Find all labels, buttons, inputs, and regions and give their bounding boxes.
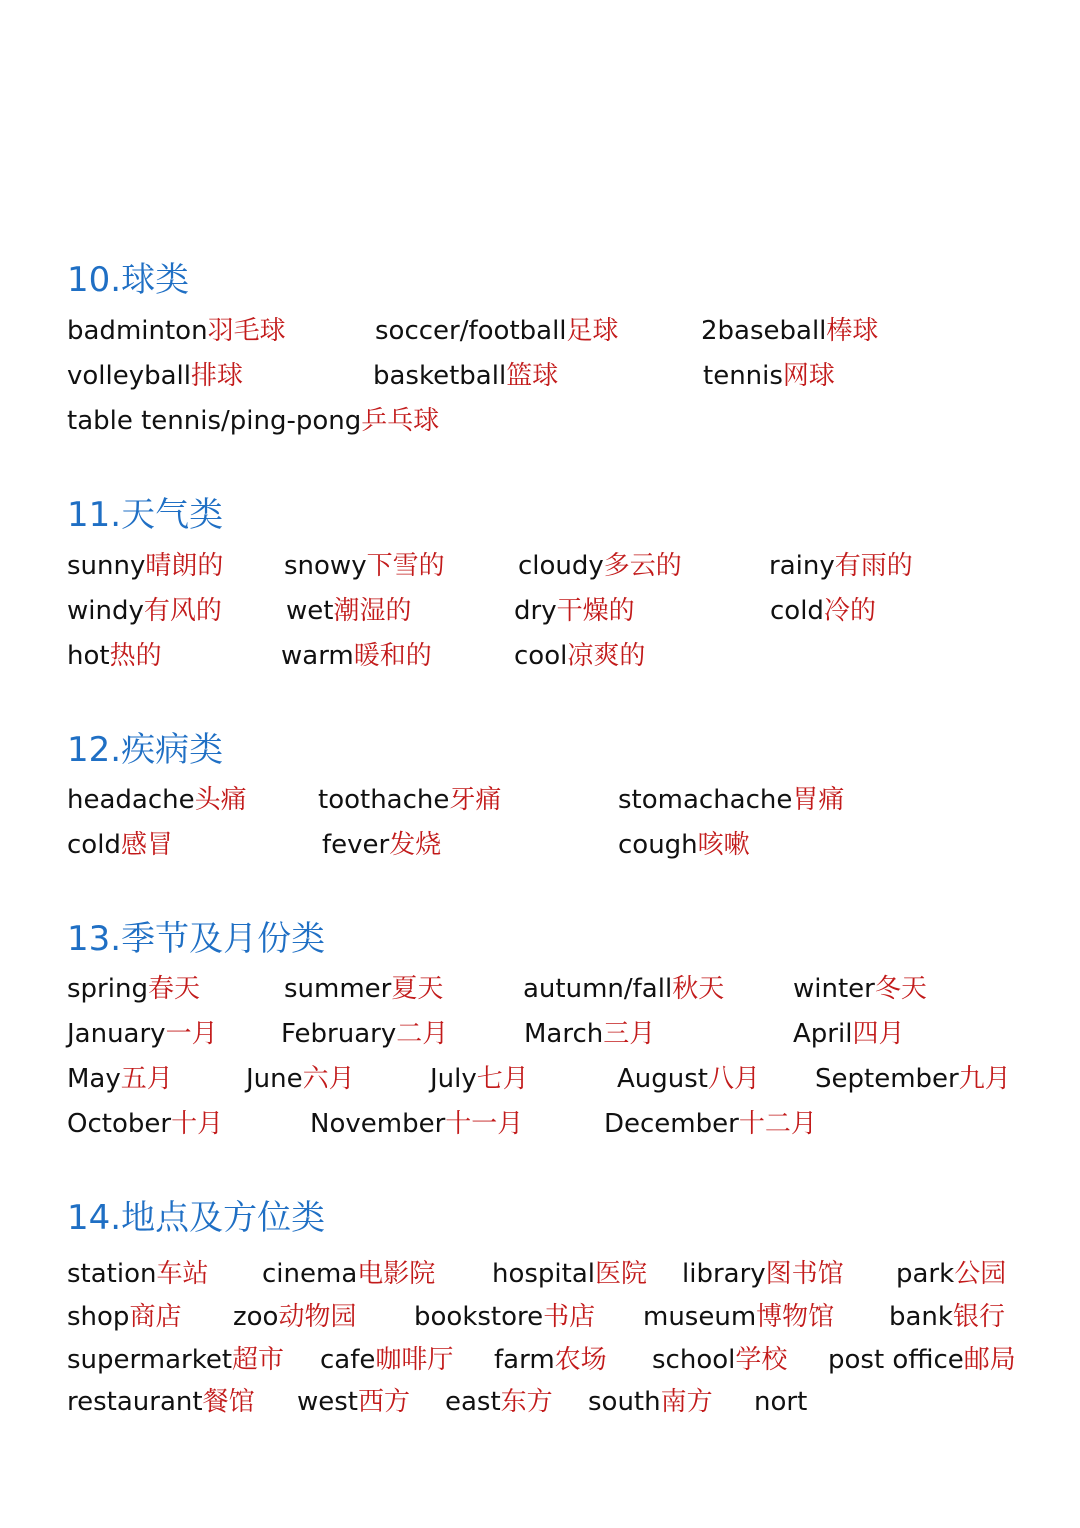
chinese-meaning: 下雪的 [366,551,445,581]
english-word: July [430,1064,477,1094]
english-word: farm [494,1345,555,1375]
english-word: summer [284,974,392,1004]
vocab-item-july [430,1059,529,1099]
chinese-meaning: 公园 [954,1259,1007,1289]
vocab-row [0,1014,1080,1054]
chinese-meaning: 七月 [476,1064,529,1094]
vocab-row [0,636,1080,676]
vocab-item-windy [67,591,222,631]
vocab-item-cafe [320,1340,453,1380]
vocab-item-april [793,1014,904,1054]
chinese-meaning: 篮球 [506,361,559,391]
vocab-item-basketball [373,356,558,396]
vocab-item-volleyball [67,356,243,396]
english-word: fever [322,830,390,860]
section-heading: 12.疾病类 [67,730,224,770]
english-word: June [246,1064,303,1094]
english-word: January [67,1019,166,1049]
vocab-item-december [604,1104,817,1144]
english-word: soccer/football [375,316,567,346]
english-word: zoo [233,1302,279,1332]
english-word: cloudy [518,551,604,581]
vocab-item-bank [889,1297,1005,1337]
chinese-meaning: 西方 [358,1387,411,1417]
english-word: west [297,1387,359,1417]
chinese-meaning: 多云的 [603,551,682,581]
vocab-row [0,780,1080,820]
english-word: basketball [373,361,507,391]
chinese-meaning: 热的 [109,641,162,671]
vocab-item-snowy [284,546,445,586]
chinese-meaning: 暖和的 [353,641,432,671]
vocab-item-restaurant [67,1382,255,1422]
english-word: snowy [284,551,367,581]
vocab-item-summer [284,969,443,1009]
vocab-item-august [617,1059,760,1099]
vocab-item-station [67,1254,209,1294]
vocab-row [0,356,1080,396]
vocab-item-cold [67,825,173,865]
chinese-meaning: 六月 [302,1064,355,1094]
vocab-item-stomachache [618,780,844,820]
chinese-meaning: 咳嗽 [697,830,750,860]
vocab-item-west [297,1382,410,1422]
chinese-meaning: 干燥的 [556,596,635,626]
vocab-item-september [815,1059,1011,1099]
vocab-item-autumn-fall [523,969,724,1009]
english-word: badminton [67,316,208,346]
vocab-item-november [310,1104,523,1144]
chinese-meaning: 学校 [735,1345,788,1375]
vocab-item-badminton [67,311,286,351]
english-word: September [815,1064,959,1094]
english-word: east [445,1387,501,1417]
english-word: autumn/fall [523,974,673,1004]
vocab-item-shop [67,1297,181,1337]
english-word: November [310,1109,446,1139]
chinese-meaning: 发烧 [389,830,442,860]
vocab-row [0,1059,1080,1099]
english-word: winter [793,974,875,1004]
chinese-meaning: 十二月 [738,1109,817,1139]
chinese-meaning: 十一月 [445,1109,524,1139]
vocab-item-hot [67,636,162,676]
vocab-row [0,401,1080,441]
english-word: sunny [67,551,146,581]
english-word: 2baseball [701,316,827,346]
vocab-item-east [445,1382,553,1422]
chinese-meaning: 书店 [543,1302,596,1332]
chinese-meaning: 南方 [660,1387,713,1417]
chinese-meaning: 超市 [232,1345,285,1375]
english-word: cinema [262,1259,358,1289]
vocab-item-hospital [492,1254,647,1294]
english-word: headache [67,785,195,815]
vocab-row [0,825,1080,865]
vocab-item-cold [770,591,876,631]
vocab-row [0,546,1080,586]
vocab-item-tennis [703,356,835,396]
chinese-meaning: 餐馆 [202,1387,255,1417]
vocab-item-bookstore [414,1297,595,1337]
english-word: May [67,1064,121,1094]
chinese-meaning: 乒乓球 [361,406,440,436]
chinese-meaning: 东方 [500,1387,553,1417]
vocab-row [0,591,1080,631]
chinese-meaning: 棒球 [826,316,879,346]
vocab-item-park [896,1254,1006,1294]
english-word: December [604,1109,739,1139]
english-word: cold [67,830,121,860]
english-word: wet [286,596,334,626]
chinese-meaning: 一月 [165,1019,218,1049]
section-heading: 11.天气类 [67,495,224,535]
chinese-meaning: 五月 [120,1064,173,1094]
english-word: park [896,1259,955,1289]
chinese-meaning: 感冒 [120,830,173,860]
chinese-meaning: 有雨的 [834,551,913,581]
vocab-item-cough [618,825,750,865]
vocab-item-headache [67,780,247,820]
english-word: bookstore [414,1302,544,1332]
english-word: March [524,1019,604,1049]
section-heading: 10.球类 [67,260,190,300]
chinese-meaning: 头痛 [194,785,247,815]
vocab-item-march [524,1014,655,1054]
vocab-item-zoo [233,1297,356,1337]
chinese-meaning: 三月 [603,1019,656,1049]
chinese-meaning: 商店 [129,1302,182,1332]
chinese-meaning: 图书馆 [765,1259,844,1289]
chinese-meaning: 银行 [952,1302,1005,1332]
chinese-meaning: 羽毛球 [207,316,286,346]
english-word: October [67,1109,172,1139]
vocab-item-supermarket [67,1340,284,1380]
vocab-item-school [652,1340,787,1380]
chinese-meaning: 足球 [566,316,619,346]
chinese-meaning: 冷的 [823,596,876,626]
chinese-meaning: 农场 [554,1345,607,1375]
vocab-item-cloudy [518,546,682,586]
english-word: February [281,1019,397,1049]
vocab-item-museum [643,1297,834,1337]
english-word: south [588,1387,661,1417]
english-word: restaurant [67,1387,203,1417]
chinese-meaning: 夏天 [391,974,444,1004]
english-word: shop [67,1302,130,1332]
english-word: toothache [318,785,450,815]
english-word: station [67,1259,157,1289]
vocab-item-june [246,1059,355,1099]
chinese-meaning: 十月 [171,1109,224,1139]
chinese-meaning: 博物馆 [756,1302,835,1332]
vocab-item-winter [793,969,927,1009]
chinese-meaning: 凉爽的 [567,641,646,671]
chinese-meaning: 二月 [396,1019,449,1049]
vocab-row [0,1340,1080,1380]
vocab-item-warm [281,636,432,676]
vocab-item-dry [514,591,635,631]
chinese-meaning: 八月 [708,1064,761,1094]
vocab-item-farm [494,1340,607,1380]
vocab-item-soccer-football [375,311,619,351]
chinese-meaning: 春天 [147,974,200,1004]
vocab-item-cool [514,636,645,676]
vocab-row [0,1297,1080,1337]
english-word: hospital [492,1259,596,1289]
section-heading: 13.季节及月份类 [67,919,326,959]
english-word: dry [514,596,557,626]
chinese-meaning: 秋天 [672,974,725,1004]
vocab-item-fever [322,825,441,865]
vocab-row [0,1382,1080,1422]
english-word: stomachache [618,785,793,815]
chinese-meaning: 网球 [782,361,835,391]
vocab-row [0,969,1080,1009]
vocab-item-nort [754,1382,807,1422]
english-word: April [793,1019,853,1049]
chinese-meaning: 牙痛 [449,785,502,815]
english-word: tennis [703,361,783,391]
chinese-meaning: 动物园 [278,1302,357,1332]
vocab-row [0,311,1080,351]
english-word: bank [889,1302,953,1332]
vocab-item-january [67,1014,218,1054]
english-word: warm [281,641,354,671]
english-word: volleyball [67,361,192,391]
vocab-row [0,1254,1080,1294]
chinese-meaning: 四月 [852,1019,905,1049]
vocab-item-february [281,1014,448,1054]
english-word: spring [67,974,148,1004]
chinese-meaning: 咖啡厅 [375,1345,454,1375]
chinese-meaning: 邮局 [963,1345,1016,1375]
english-word: post office [828,1345,964,1375]
english-word: windy [67,596,144,626]
english-word: August [617,1064,708,1094]
vocab-item-spring [67,969,200,1009]
vocab-item-south [588,1382,713,1422]
vocab-item-cinema [262,1254,435,1294]
chinese-meaning: 九月 [958,1064,1011,1094]
vocab-row [0,1104,1080,1144]
section-heading: 14.地点及方位类 [67,1198,326,1238]
vocab-item-may [67,1059,173,1099]
vocab-item-sunny [67,546,223,586]
english-word: cafe [320,1345,376,1375]
english-word: cool [514,641,568,671]
english-word: nort [754,1387,808,1417]
vocab-item-table-tennis-ping-pong [67,401,439,441]
vocab-item-rainy [769,546,913,586]
english-word: museum [643,1302,757,1332]
chinese-meaning: 车站 [156,1259,209,1289]
vocab-item-library [682,1254,844,1294]
chinese-meaning: 晴朗的 [145,551,224,581]
vocab-item-wet [286,591,411,631]
vocab-item-2baseball [701,311,878,351]
chinese-meaning: 胃痛 [792,785,845,815]
english-word: table tennis/ping-pong [67,406,362,436]
vocab-item-toothache [318,780,501,820]
english-word: hot [67,641,110,671]
chinese-meaning: 医院 [595,1259,648,1289]
english-word: library [682,1259,766,1289]
english-word: school [652,1345,736,1375]
english-word: cough [618,830,698,860]
chinese-meaning: 冬天 [874,974,927,1004]
vocab-item-post-office [828,1340,1016,1380]
english-word: supermarket [67,1345,233,1375]
vocab-item-october [67,1104,223,1144]
chinese-meaning: 潮湿的 [333,596,412,626]
chinese-meaning: 排球 [191,361,244,391]
english-word: rainy [769,551,835,581]
chinese-meaning: 有风的 [143,596,222,626]
english-word: cold [770,596,824,626]
chinese-meaning: 电影院 [357,1259,436,1289]
